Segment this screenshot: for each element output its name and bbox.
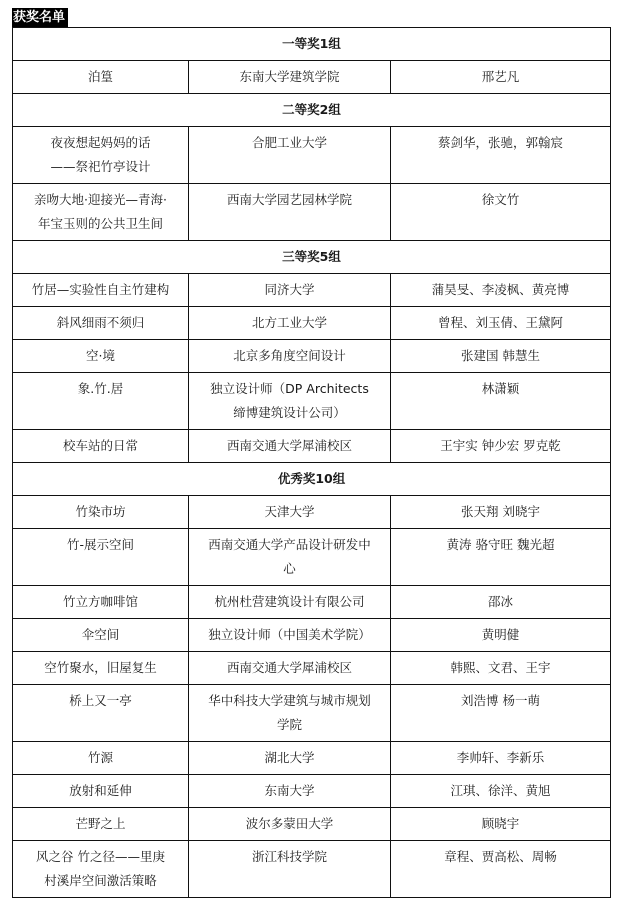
table-row	[13, 685, 611, 742]
project-cell-line: 斜风细雨不须归	[56, 315, 145, 330]
authors-cell	[391, 841, 611, 898]
authors-cell-line: 张天翔 刘晓宇	[461, 504, 540, 519]
authors-cell-line: 顾晓宇	[481, 816, 520, 831]
organization-cell-line: 独立设计师（DP Architects	[210, 381, 369, 396]
organization-cell-line: 缔博建筑设计公司）	[233, 405, 346, 420]
organization-cell-line: 杭州杜营建筑设计有限公司	[214, 594, 365, 609]
organization-cell-line: 西南交通大学产品设计研发中	[208, 537, 371, 552]
table-row	[13, 127, 611, 184]
project-cell	[13, 340, 189, 373]
project-cell	[13, 808, 189, 841]
project-cell-line: 村溪岸空间激活策略	[44, 873, 157, 888]
project-cell-line: ——祭祀竹亭设计	[50, 159, 151, 174]
awards-table-body	[13, 28, 611, 898]
table-row	[13, 841, 611, 898]
authors-cell-line: 江琪、徐洋、黄旭	[450, 783, 551, 798]
group-header-row	[13, 241, 611, 274]
organization-cell-line: 湖北大学	[264, 750, 315, 765]
authors-cell	[391, 586, 611, 619]
organization-cell-line: 学院	[276, 717, 302, 732]
project-cell-line: 竹源	[87, 750, 113, 765]
group-header-row	[13, 28, 611, 61]
table-row	[13, 430, 611, 463]
authors-cell	[391, 652, 611, 685]
organization-cell	[189, 586, 391, 619]
table-row	[13, 496, 611, 529]
organization-cell	[189, 127, 391, 184]
project-cell-line: 竹染市坊	[75, 504, 126, 519]
organization-cell-line: 华中科技大学建筑与城市规划	[208, 693, 371, 708]
authors-cell-line: 黄明健	[481, 627, 520, 642]
authors-cell	[391, 184, 611, 241]
table-row	[13, 742, 611, 775]
table-row	[13, 274, 611, 307]
project-cell-line: 空·境	[86, 348, 115, 363]
project-cell	[13, 274, 189, 307]
authors-cell-line: 徐文竹	[481, 192, 520, 207]
organization-cell	[189, 742, 391, 775]
project-cell	[13, 685, 189, 742]
table-row	[13, 808, 611, 841]
organization-cell	[189, 652, 391, 685]
organization-cell-line: 西南大学园艺园林学院	[226, 192, 352, 207]
organization-cell	[189, 430, 391, 463]
project-cell-line: 年宝玉则的公共卫生间	[37, 216, 163, 231]
project-cell	[13, 775, 189, 808]
authors-cell-line: 张建国 韩慧生	[461, 348, 540, 363]
authors-cell	[391, 127, 611, 184]
project-cell	[13, 586, 189, 619]
project-cell	[13, 742, 189, 775]
table-row	[13, 619, 611, 652]
organization-cell	[189, 307, 391, 340]
project-cell-line: 空竹聚水，旧屋复生	[44, 660, 157, 675]
authors-cell	[391, 274, 611, 307]
authors-cell	[391, 808, 611, 841]
project-cell	[13, 619, 189, 652]
table-row	[13, 586, 611, 619]
project-cell-line: 亲吻大地·迎接光—青海·	[34, 192, 167, 207]
authors-cell-line: 蔡剑华，张驰，郭翰宸	[438, 135, 564, 150]
project-cell-line: 桥上又一亭	[69, 693, 132, 708]
group-header: 三等奖5组	[13, 241, 611, 274]
authors-cell	[391, 685, 611, 742]
authors-cell-line: 王宇实 钟少宏 罗克乾	[440, 438, 561, 453]
authors-cell-line: 邢艺凡	[481, 69, 520, 84]
organization-cell	[189, 841, 391, 898]
authors-cell-line: 章程、贾高松、周畅	[444, 849, 557, 864]
organization-cell	[189, 685, 391, 742]
organization-cell	[189, 184, 391, 241]
group-header: 一等奖1组	[13, 28, 611, 61]
organization-cell-line: 西南交通大学犀浦校区	[226, 660, 352, 675]
organization-cell	[189, 340, 391, 373]
project-cell-line: 竹立方咖啡馆	[62, 594, 138, 609]
organization-cell	[189, 274, 391, 307]
project-cell-line: 芒野之上	[75, 816, 126, 831]
organization-cell-line: 东南大学建筑学院	[239, 69, 340, 84]
authors-cell	[391, 307, 611, 340]
group-header: 二等奖2组	[13, 94, 611, 127]
authors-cell	[391, 373, 611, 430]
project-cell	[13, 127, 189, 184]
authors-cell-line: 李帅轩、李新乐	[456, 750, 545, 765]
authors-cell	[391, 619, 611, 652]
organization-cell-line: 同济大学	[264, 282, 315, 297]
organization-cell	[189, 619, 391, 652]
organization-cell-line: 天津大学	[264, 504, 315, 519]
organization-cell-line: 波尔多蒙田大学	[245, 816, 334, 831]
organization-cell	[189, 496, 391, 529]
project-cell	[13, 529, 189, 586]
project-cell-line: 校车站的日常	[62, 438, 138, 453]
organization-cell-line: 浙江科技学院	[251, 849, 327, 864]
project-cell-line: 风之谷 竹之径——里庚	[36, 849, 165, 864]
organization-cell-line: 北京多角度空间设计	[233, 348, 346, 363]
project-cell	[13, 430, 189, 463]
authors-cell-line: 林潇颖	[481, 381, 520, 396]
authors-cell	[391, 430, 611, 463]
authors-cell-line: 邵冰	[488, 594, 514, 609]
organization-cell	[189, 61, 391, 94]
project-cell	[13, 307, 189, 340]
table-row	[13, 529, 611, 586]
project-cell	[13, 61, 189, 94]
authors-cell	[391, 340, 611, 373]
authors-cell-line: 蒲昊旻、李凌枫、黄亮博	[431, 282, 570, 297]
authors-cell-line: 韩熙、文君、王宇	[450, 660, 551, 675]
table-row	[13, 775, 611, 808]
project-cell-line: 象.竹.居	[77, 381, 124, 396]
organization-cell-line: 合肥工业大学	[251, 135, 327, 150]
group-header-row	[13, 463, 611, 496]
table-row	[13, 340, 611, 373]
authors-cell	[391, 529, 611, 586]
project-cell-line: 竹-展示空间	[66, 537, 134, 552]
authors-cell	[391, 496, 611, 529]
organization-cell	[189, 775, 391, 808]
table-row	[13, 373, 611, 430]
organization-cell-line: 东南大学	[264, 783, 315, 798]
organization-cell-line: 西南交通大学犀浦校区	[226, 438, 352, 453]
project-cell	[13, 184, 189, 241]
authors-cell	[391, 61, 611, 94]
awards-table	[12, 27, 611, 898]
organization-cell-line: 心	[283, 561, 296, 576]
table-row	[13, 61, 611, 94]
project-cell-line: 夜夜想起妈妈的话	[50, 135, 151, 150]
project-cell	[13, 841, 189, 898]
project-cell	[13, 652, 189, 685]
authors-cell-line: 黄涛 骆守旺 魏光超	[446, 537, 555, 552]
project-cell-line: 竹居—实验性自主竹建构	[31, 282, 170, 297]
organization-cell	[189, 808, 391, 841]
table-row	[13, 307, 611, 340]
organization-cell	[189, 373, 391, 430]
organization-cell	[189, 529, 391, 586]
page-title: 获奖名单	[12, 8, 68, 28]
project-cell-line: 放射和延伸	[69, 783, 132, 798]
project-cell-line: 伞空间	[81, 627, 120, 642]
organization-cell-line: 北方工业大学	[251, 315, 327, 330]
group-header-row	[13, 94, 611, 127]
project-cell	[13, 373, 189, 430]
table-row	[13, 184, 611, 241]
table-row	[13, 652, 611, 685]
authors-cell	[391, 742, 611, 775]
group-header: 优秀奖10组	[13, 463, 611, 496]
authors-cell-line: 曾程、刘玉倩、王黛阿	[438, 315, 564, 330]
project-cell	[13, 496, 189, 529]
authors-cell-line: 刘浩博 杨一萌	[461, 693, 540, 708]
project-cell-line: 泊篁	[87, 69, 113, 84]
organization-cell-line: 独立设计师（中国美术学院）	[208, 627, 371, 642]
authors-cell	[391, 775, 611, 808]
